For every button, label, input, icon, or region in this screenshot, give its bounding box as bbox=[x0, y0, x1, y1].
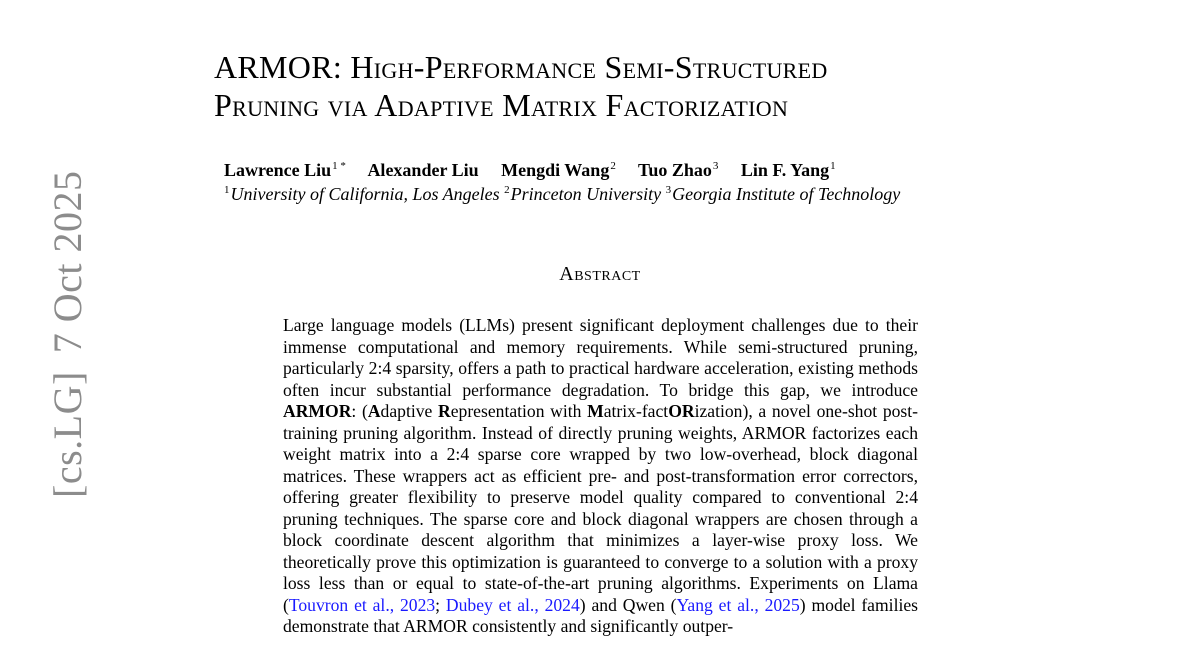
affiliation-list: $^1$University of California, Los Angeles $^2$Princeton University $^3$Georgia Institute of Technology bbox=[224, 184, 901, 204]
affiliation: University of California, Los Angeles bbox=[230, 184, 505, 204]
author: Tuo Zhao$^3$ bbox=[638, 160, 719, 180]
citation-link[interactable]: Dubey et al., 2024 bbox=[445, 594, 580, 615]
title-part-1: ARMOR: bbox=[214, 49, 351, 85]
author: Mengdi Wang$^2$ bbox=[501, 160, 616, 180]
title-part-2: High-Performance Semi-Structured bbox=[350, 49, 828, 85]
affiliation: Princeton University bbox=[510, 184, 666, 204]
abstract-heading: Abstract bbox=[559, 263, 641, 285]
author: Lawrence Liu$^{1 *}$ bbox=[224, 160, 346, 180]
paper-title bbox=[214, 48, 1094, 124]
affiliation: Georgia Institute of Technology bbox=[672, 184, 901, 204]
title-part-3: Pruning via Adaptive Matrix Factorization bbox=[214, 87, 789, 123]
author: Lin F. Yang$^1$ bbox=[740, 160, 836, 180]
author-list bbox=[224, 160, 1024, 181]
citation-link[interactable]: Yang et al., 2025 bbox=[676, 594, 800, 615]
arxiv-category: [cs.LG] bbox=[45, 371, 90, 498]
arxiv-date: 7 Oct 2025 bbox=[45, 170, 90, 354]
citation-link[interactable]: Touvron et al., 2023 bbox=[288, 594, 436, 615]
arxiv-sidebar-stamp bbox=[45, 170, 90, 498]
armor-term: ARMOR bbox=[283, 401, 352, 421]
author: Alexander Liu bbox=[367, 160, 479, 180]
abstract-body: Large language models (LLMs) present significant deployment challenges due to their immense computational and memory requirements. While semi-structured pruning, particularly 2:4 sparsity, offers a path to practical hardware acceleration, existing methods often incur substantial performance degradation. To bridge this gap, we introduce ARMOR: (Adaptive Representation with Matrix-factORization), a novel one-shot post-training pruning algorithm. Instead of directly pruning weights, ARMOR factorizes each weight matrix into a 2:4 sparse core wrapped by two low-overhead, block diagonal matrices. These wrappers act as efficient pre- and post-transformation error correctors, offering greater flexibility to preserve model quality compared to conventional 2:4 pruning techniques. The sparse core and block diagonal wrappers are chosen through a block coordinate descent algorithm that minimizes a layer-wise proxy loss. We theoretically prove this optimization is guaranteed to converge to a solution with a proxy loss less than or equal to state-of-the-art pruning algorithms. Experiments on Llama (Touvron et al., 2023; Dubey et al., 2024) and Qwen (Yang et al., 2025) model families demonstrate that ARMOR consistently and significantly outper- bbox=[283, 315, 919, 636]
